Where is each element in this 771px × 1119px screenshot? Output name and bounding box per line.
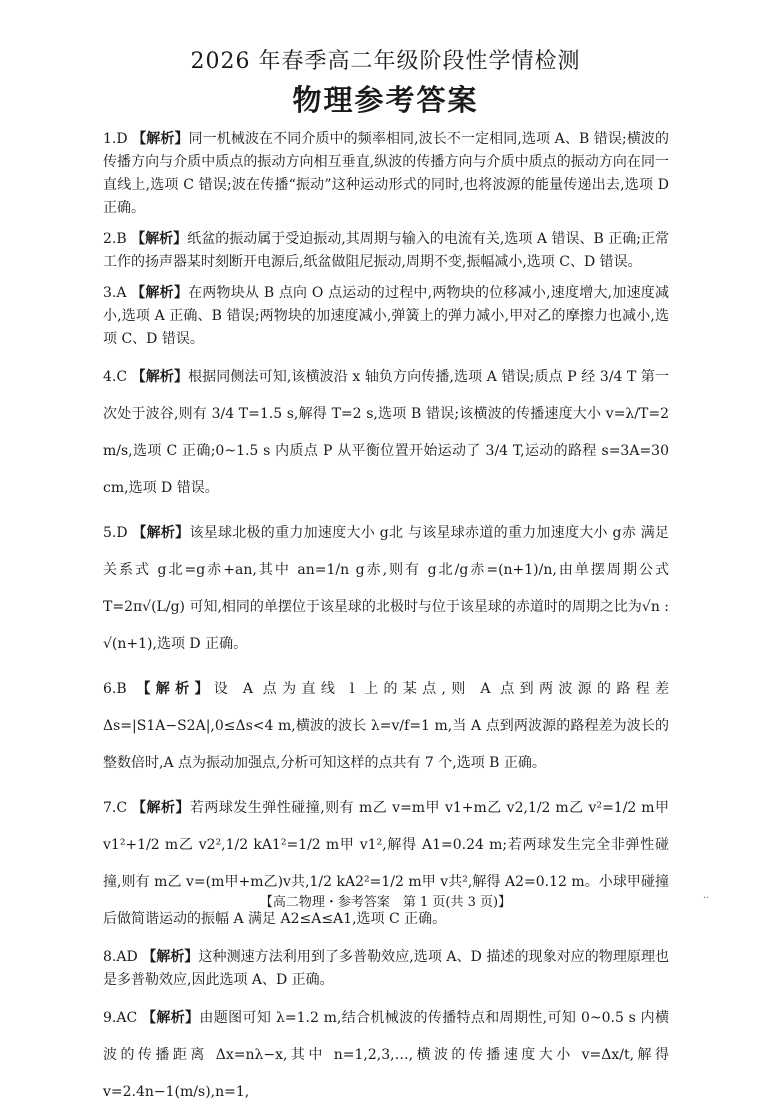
answer-label: 1.D <box>103 131 128 147</box>
document-title: 2026 年春季高二年级阶段性学情检测 <box>190 49 581 74</box>
answer-7 <box>103 790 669 938</box>
answer-text: 这种测速方法利用到了多普勒效应,选项 A、D 描述的现象对应的物理原理也是多普勒效应,因此选项 A、D 正确。 <box>103 949 670 988</box>
analysis-tag: 【解析】 <box>136 681 214 697</box>
document-subtitle: 物理参考答案 <box>292 83 479 117</box>
answer-list <box>103 128 669 1119</box>
analysis-tag: 【解析】 <box>132 131 189 147</box>
answer-label: 3.A <box>103 285 127 301</box>
analysis-tag: 【解析】 <box>131 369 189 385</box>
analysis-tag: 【解析】 <box>131 231 188 247</box>
analysis-tag: 【解析】 <box>131 285 189 301</box>
answer-text: 纸盆的振动属于受迫振动,其周期与输入的电流有关,选项 A 错误、B 正确;正常工作的扬声器某时刻断开电源后,纸盆做阻尼振动,周期不变,振幅减小,选项 C、D 错误。 <box>103 231 670 270</box>
analysis-tag: 【解析】 <box>132 525 190 541</box>
answer-text: 根据同侧法可知,该横波沿 x 轴负方向传播,选项 A 错误;质点 P 经 3/4 T 第一次处于波谷,则有 3/4 T=1.5 s,解得 T=2 s,选项 B 错误;该横波的传播速度大小 v=λ/T=2 m/s,选项 C 正确;0~1.5 s 内质点 P 从平衡位置开始运动了 3/4 T,运动的路程 s=3A=30 cm,选项 D 错误。 <box>103 369 670 496</box>
answer-text: 同一机械波在不同介质中的频率相同,波长不一定相同,选项 A、B 错误;横波的传播方向与介质中质点的振动方向相互垂直,纵波的传播方向与介质中质点的振动方向在同一直线上,选项 C 错误;波在传播“振动”这种运动形式的同时,也将波源的能量传递出去,选项 D 正确。 <box>103 131 670 216</box>
answer-text: 由题图可知 λ=1.2 m,结合机械波的传播特点和周期性,可知 0~0.5 s 内横波的传播距离 Δx=nλ−x,其中 n=1,2,3,…,横波的传播速度大小 v=Δx/t,解得 v=2.4n−1(m/s),n=1, <box>103 1010 670 1100</box>
analysis-tag: 【解析】 <box>132 800 190 816</box>
answer-text: 在两物块从 B 点向 O 点运动的过程中,两物块的位移减小,速度增大,加速度减小,选项 A 正确、B 错误;两物块的加速度减小,弹簧上的弹力减小,甲对乙的摩擦力也减小,选项 C、D 错误。 <box>103 285 670 347</box>
answer-label: 9.AC <box>103 1010 138 1026</box>
answer-text: 该星球北极的重力加速度大小 g北 与该星球赤道的重力加速度大小 g赤 满足关系式 g北=g赤+an,其中 an=1/n g赤,则有 g北/g赤=(n+1)/n,由单摆周期公式 T=2π√(L/g) 可知,相同的单摆位于该星球的北极时与位于该星球的赤道时的周期之比为√n : √(n+1),选项 D 正确。 <box>103 525 670 652</box>
analysis-tag: 【解析】 <box>142 949 199 965</box>
answer-3 <box>103 282 669 351</box>
answer-text: 设 A 点为直线 l 上的某点,则 A 点到两波源的路程差 Δs=|S1A−S2A|,0≤Δs<4 m,横波的波长 λ=v/f=1 m,当 A 点到两波源的路程差为波长的整数倍时,A 点为振动加强点,分析可知这样的点共有 7 个,选项 B 正确。 <box>103 681 670 771</box>
answer-4 <box>103 359 669 507</box>
answer-6 <box>103 671 669 782</box>
answer-label: 4.C <box>103 369 128 385</box>
answer-9 <box>103 1000 669 1111</box>
answer-label: 8.AD <box>103 949 138 965</box>
answer-label: 5.D <box>103 525 128 541</box>
scan-mark: ·· <box>703 893 710 904</box>
answer-label: 6.B <box>103 681 127 697</box>
answer-1 <box>103 128 669 220</box>
answer-label: 2.B <box>103 231 127 247</box>
analysis-tag: 【解析】 <box>142 1010 200 1026</box>
page-footer: 【高二物理・参考答案 第 1 页(共 3 页)】 <box>259 895 512 910</box>
answer-8 <box>103 946 669 992</box>
answer-5 <box>103 515 669 663</box>
answer-text: 若两球发生弹性碰撞,则有 m乙 v=m甲 v1+m乙 v2,1/2 m乙 v²=1/2 m甲 v1²+1/2 m乙 v2²,1/2 kA1²=1/2 m甲 v1²,解得 A1=0.24 m;若两球发生完全非弹性碰撞,则有 m乙 v=(m甲+m乙)v共,1/2 kA2²=1/2 m甲 v共²,解得 A2=0.12 m。小球甲碰撞后做简谐运动的振幅 A 满足 A2≤A≤A1,选项 C 正确。 <box>103 800 670 927</box>
answer-2 <box>103 228 669 274</box>
answer-label: 7.C <box>103 800 128 816</box>
